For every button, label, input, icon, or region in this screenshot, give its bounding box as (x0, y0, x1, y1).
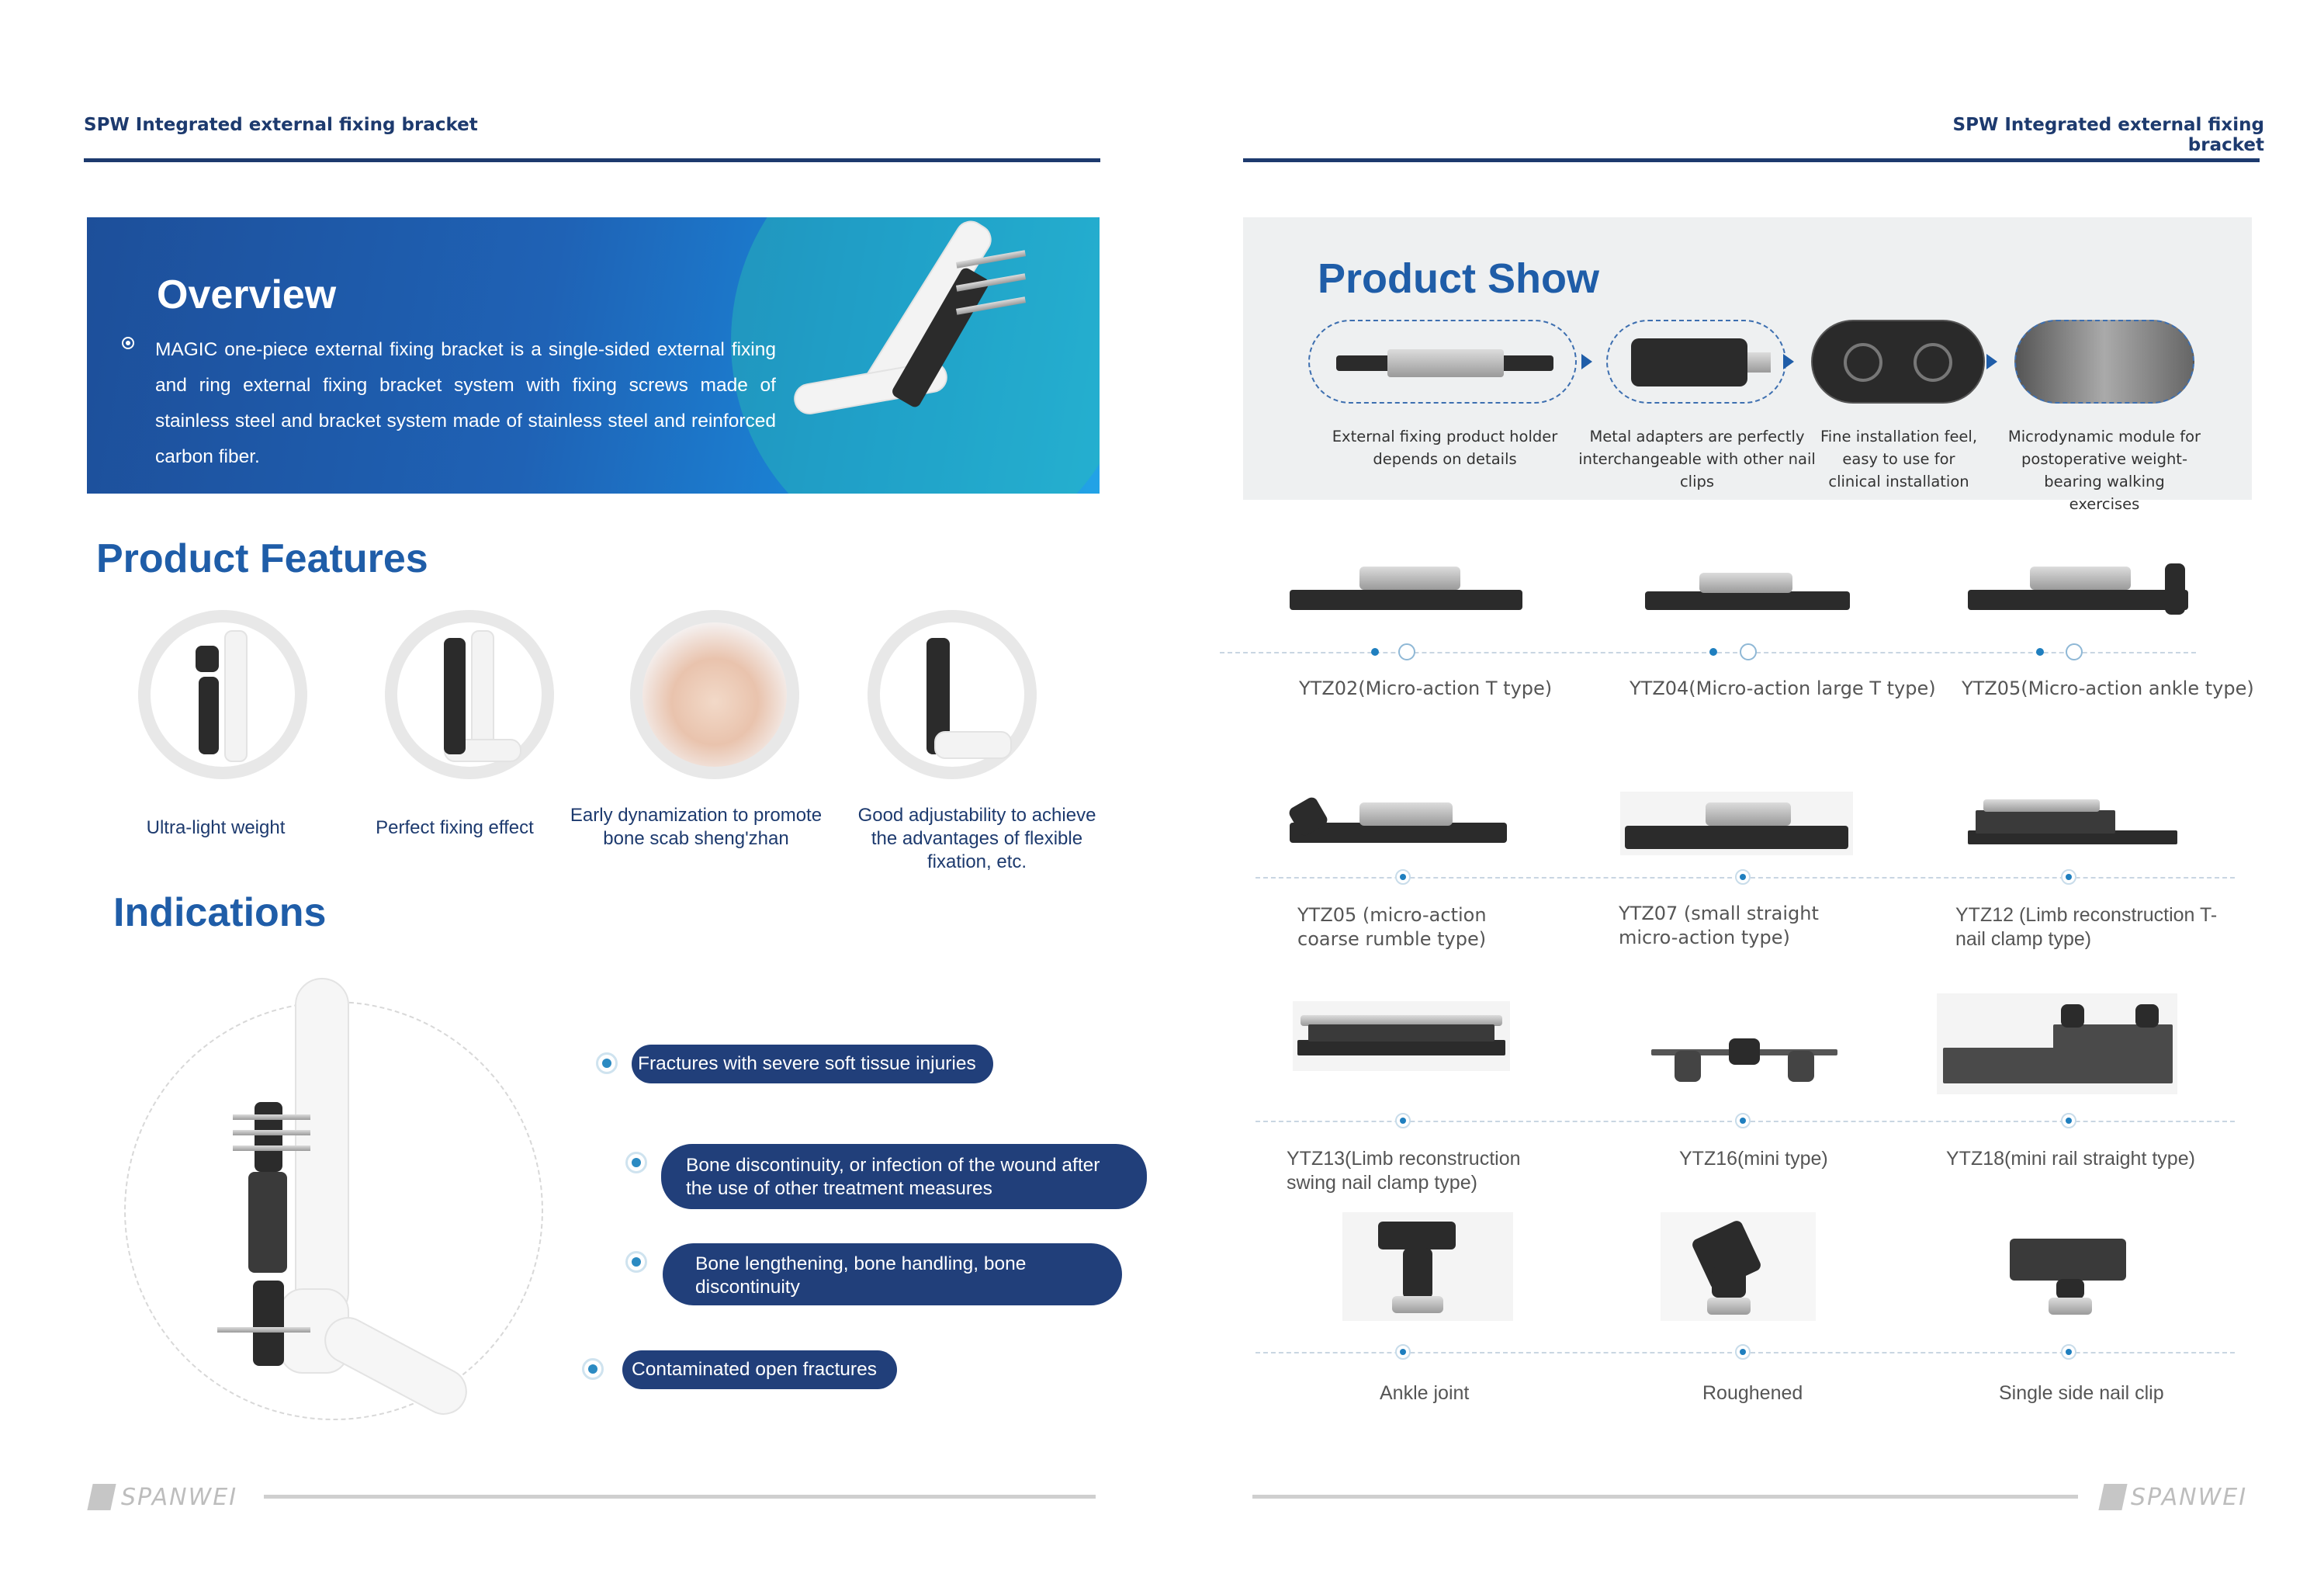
feature-image-adjustability (868, 610, 1037, 779)
footer-logo-right: SPANWEI (2131, 1484, 2248, 1511)
product-label-ytz05-coarse: YTZ05 (micro-action coarse rumble type) (1297, 904, 1487, 950)
product-image-ytz04 (1645, 573, 1850, 613)
product-image-single-side-nail-clip (1993, 1226, 2148, 1319)
carousel-dot-active (1735, 869, 1751, 885)
row-divider (1220, 652, 2196, 653)
product-show-oval-1 (1308, 320, 1577, 404)
product-label-ytz13: YTZ13(Limb reconstruction swing nail clamp type) (1287, 1148, 1521, 1194)
product-show-oval-4 (2014, 320, 2194, 404)
product-show-caption-3: Fine installation feel, easy to use for clinical installation (1820, 428, 1978, 490)
right-header-rule (1243, 158, 2260, 162)
carousel-dot-active (2061, 869, 2076, 885)
product-image-ytz02 (1290, 567, 1522, 613)
arrow-right-icon (1783, 354, 1794, 369)
overview-title: Overview (157, 272, 337, 317)
indication-bullet-icon (596, 1052, 618, 1074)
indication-pill-1: Fractures with severe soft tissue injuries (632, 1045, 993, 1083)
left-header-rule (84, 158, 1100, 162)
product-label-single-side-nail-clip: Single side nail clip (1999, 1382, 2164, 1404)
overview-banner (87, 217, 1100, 494)
product-image-ytz05-ankle (1968, 563, 2188, 615)
carousel-dot-active (1709, 648, 1717, 656)
indication-pill-4: Contaminated open fractures (622, 1350, 897, 1389)
product-image-ytz07 (1620, 792, 1853, 855)
feature-image-dynamization (630, 610, 799, 779)
product-image-ytz13 (1293, 1001, 1510, 1071)
feature-label-dynamization: Early dynamization to promote bone scab sheng'zhan (570, 805, 823, 849)
product-label-roughened: Roughened (1702, 1382, 1803, 1404)
product-show-title: Product Show (1318, 255, 1599, 302)
carousel-dot-active (1395, 869, 1411, 885)
indications-title: Indications (113, 890, 327, 935)
indication-bullet-icon (625, 1152, 647, 1173)
feature-label-fixing: Perfect fixing effect (376, 817, 534, 838)
indications-leg-image (202, 978, 481, 1412)
left-header-title: SPW Integrated external fixing bracket (84, 115, 478, 135)
product-label-ytz12: YTZ12 (Limb reconstruction T-nail clamp type) (1955, 904, 2218, 950)
product-image-ytz16 (1651, 1032, 1837, 1087)
product-label-ytz05-ankle: YTZ05(Micro-action ankle type) (1962, 678, 2254, 699)
feature-label-lightweight: Ultra-light weight (146, 817, 286, 838)
product-label-ytz02: YTZ02(Micro-action T type) (1299, 678, 1553, 699)
product-label-ytz16: YTZ16(mini type) (1679, 1148, 1828, 1170)
right-footer-rule (1252, 1495, 2078, 1499)
overview-text: MAGIC one-piece external fixing bracket is a single-sided external fixing and ring external fixing bracket system with fixing screws made of stainless steel and bracket system made of stainless steel and reinforced carbon fiber. (155, 339, 776, 467)
product-show-panel (1243, 217, 2252, 513)
product-show-caption-1: External fixing product holder depends on details (1332, 428, 1558, 468)
overview-fixator-image (723, 225, 1096, 489)
overview-bullet-icon (122, 337, 134, 349)
spanwei-logo-icon (87, 1484, 116, 1510)
indication-pill-2: Bone discontinuity, or infection of the wound after the use of other treatment measures (661, 1144, 1147, 1209)
product-show-oval-2 (1606, 320, 1786, 404)
product-label-ytz07: YTZ07 (small straight micro-action type) (1619, 903, 1819, 948)
product-show-oval-3 (1811, 320, 1985, 404)
carousel-dot-active (2061, 1113, 2076, 1128)
product-image-roughened (1661, 1212, 1816, 1321)
product-image-ytz05-coarse (1290, 799, 1507, 846)
arrow-right-icon (1581, 354, 1592, 369)
feature-image-lightweight (138, 610, 307, 779)
carousel-dot-active (1735, 1344, 1751, 1360)
spanwei-logo-icon (2098, 1484, 2127, 1510)
features-title: Product Features (96, 536, 428, 581)
carousel-dot (1398, 643, 1415, 660)
product-image-ytz18 (1937, 993, 2177, 1094)
indication-pill-3: Bone lengthening, bone handling, bone discontinuity (663, 1243, 1122, 1305)
product-label-ankle-joint: Ankle joint (1380, 1382, 1470, 1404)
product-show-caption-4: Microdynamic module for postoperative weight-bearing walking exercises (2007, 428, 2201, 513)
carousel-dot-active (1395, 1113, 1411, 1128)
right-header-title: SPW Integrated external fixing bracket (1952, 115, 2264, 155)
product-label-ytz04: YTZ04(Micro-action large T type) (1630, 678, 1936, 699)
product-image-ytz12 (1968, 795, 2177, 849)
indication-bullet-icon (582, 1358, 604, 1380)
carousel-dot-active (2036, 648, 2044, 656)
indication-bullet-icon (625, 1251, 647, 1273)
product-show-caption-2: Metal adapters are perfectly interchangeable with other nail clips (1578, 428, 1816, 490)
product-label-ytz18: YTZ18(mini rail straight type) (1946, 1148, 2195, 1170)
carousel-dot-active (2061, 1344, 2076, 1360)
carousel-dot (1740, 643, 1757, 660)
left-footer-rule (264, 1495, 1096, 1499)
feature-label-adjustability: Good adjustability to achieve the advantages of flexible fixation, etc. (857, 805, 1096, 872)
feature-image-fixing (385, 610, 554, 779)
product-image-ankle-joint (1342, 1212, 1513, 1321)
carousel-dot-active (1735, 1113, 1751, 1128)
footer-logo-left: SPANWEI (121, 1484, 238, 1511)
carousel-dot (2066, 643, 2083, 660)
carousel-dot-active (1395, 1344, 1411, 1360)
arrow-right-icon (1986, 354, 1997, 369)
carousel-dot-active (1371, 648, 1379, 656)
